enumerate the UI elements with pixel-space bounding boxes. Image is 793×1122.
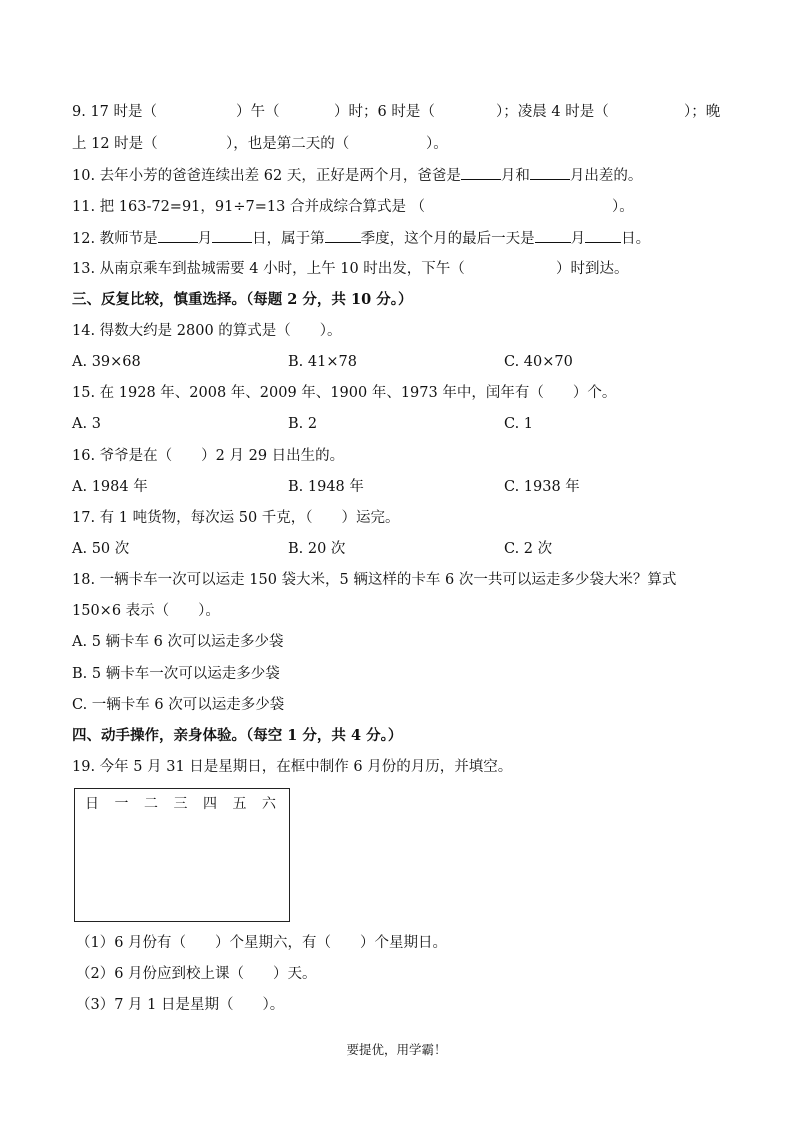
weekday-sun: 日 [85, 796, 99, 812]
answer-blank[interactable] [461, 165, 501, 180]
weekday-mon: 一 [114, 796, 129, 812]
question-17: 17. 有 1 吨货物，每次运 50 千克，（ ）运完。 [72, 510, 400, 526]
question-15: 15. 在 1928 年、2008 年、2009 年、1900 年、1973 年中，闰年有（ ）个。 [72, 385, 617, 401]
option-a[interactable]: A. 5 辆卡车 6 次可以运走多少袋 [72, 634, 284, 650]
option-a[interactable]: A. 3 [72, 416, 101, 432]
option-c[interactable]: C. 一辆卡车 6 次可以运走多少袋 [72, 697, 285, 713]
option-c[interactable]: C. 1 [504, 416, 534, 432]
weekday-tue: 二 [144, 796, 158, 812]
question-12: 12. 教师节是 月 日，属于第 季度，这个月的最后一天是 月 日。 [72, 228, 650, 249]
option-b[interactable]: B. 41×78 [288, 354, 357, 370]
calendar-frame[interactable] [74, 788, 290, 922]
question-9-line-1: 9. 17 时是（ ）午（ ）时；6 时是（ ）；凌晨 4 时是（ ）；晚 [72, 104, 721, 120]
answer-blank[interactable] [535, 228, 571, 243]
answer-blank[interactable] [158, 228, 198, 243]
question-18-line-2: 150×6 表示（ ）。 [72, 603, 220, 619]
question-19-sub-3: （3）7 月 1 日是星期（ ）。 [76, 997, 285, 1013]
calendar-weekday-header [85, 793, 292, 813]
answer-blank[interactable] [585, 228, 621, 243]
page-footer: 要提优，用学霸！ [346, 1042, 447, 1057]
option-a[interactable]: A. 1984 年 [72, 479, 148, 495]
option-b[interactable]: B. 2 [288, 416, 318, 432]
answer-blank[interactable] [530, 165, 570, 180]
weekday-thu: 四 [203, 796, 217, 812]
question-13: 13. 从南京乘车到盐城需要 4 小时，上午 10 时出发，下午（ ）时到达。 [72, 261, 629, 277]
option-b[interactable]: B. 5 辆卡车一次可以运走多少袋 [72, 666, 280, 682]
question-19: 19. 今年 5 月 31 日是星期日，在框中制作 6 月份的月历，并填空。 [72, 759, 513, 775]
question-19-sub-1: （1）6 月份有（ ）个星期六，有（ ）个星期日。 [76, 935, 448, 951]
question-10: 10. 去年小芳的爸爸连续出差 62 天，正好是两个月，爸爸是 月和 月出差的。 [72, 165, 642, 186]
answer-blank[interactable] [325, 228, 361, 243]
question-14: 14. 得数大约是 2800 的算式是（ ）。 [72, 323, 342, 339]
question-19-sub-2: （2）6 月份应到校上课（ ）天。 [76, 966, 317, 982]
option-b[interactable]: B. 20 次 [288, 541, 346, 557]
question-18-line-1: 18. 一辆卡车一次可以运走 150 袋大米，5 辆这样的卡车 6 次一共可以运走多少袋大米？算式 [72, 572, 677, 588]
answer-blank[interactable] [212, 228, 252, 243]
option-c[interactable]: C. 2 次 [504, 541, 553, 557]
option-a[interactable]: A. 39×68 [72, 354, 141, 370]
question-9-line-2: 上 12 时是（ ），也是第二天的（ ）。 [72, 136, 448, 152]
section-3-heading: 三、反复比较，慎重选择。（每题 2 分，共 10 分。） [72, 291, 413, 308]
question-11: 11. 把 163-72=91，91÷7=13 合并成综合算式是 （ ）。 [72, 199, 634, 215]
question-16: 16. 爷爷是在（ ）2 月 29 日出生的。 [72, 448, 345, 464]
weekday-sat: 六 [262, 796, 276, 812]
section-4-heading: 四、动手操作，亲身体验。（每空 1 分，共 4 分。） [72, 727, 403, 744]
option-c[interactable]: C. 1938 年 [504, 479, 580, 495]
weekday-wed: 三 [173, 796, 188, 812]
option-a[interactable]: A. 50 次 [72, 541, 130, 557]
option-b[interactable]: B. 1948 年 [288, 479, 364, 495]
weekday-fri: 五 [232, 796, 247, 812]
option-c[interactable]: C. 40×70 [504, 354, 573, 370]
